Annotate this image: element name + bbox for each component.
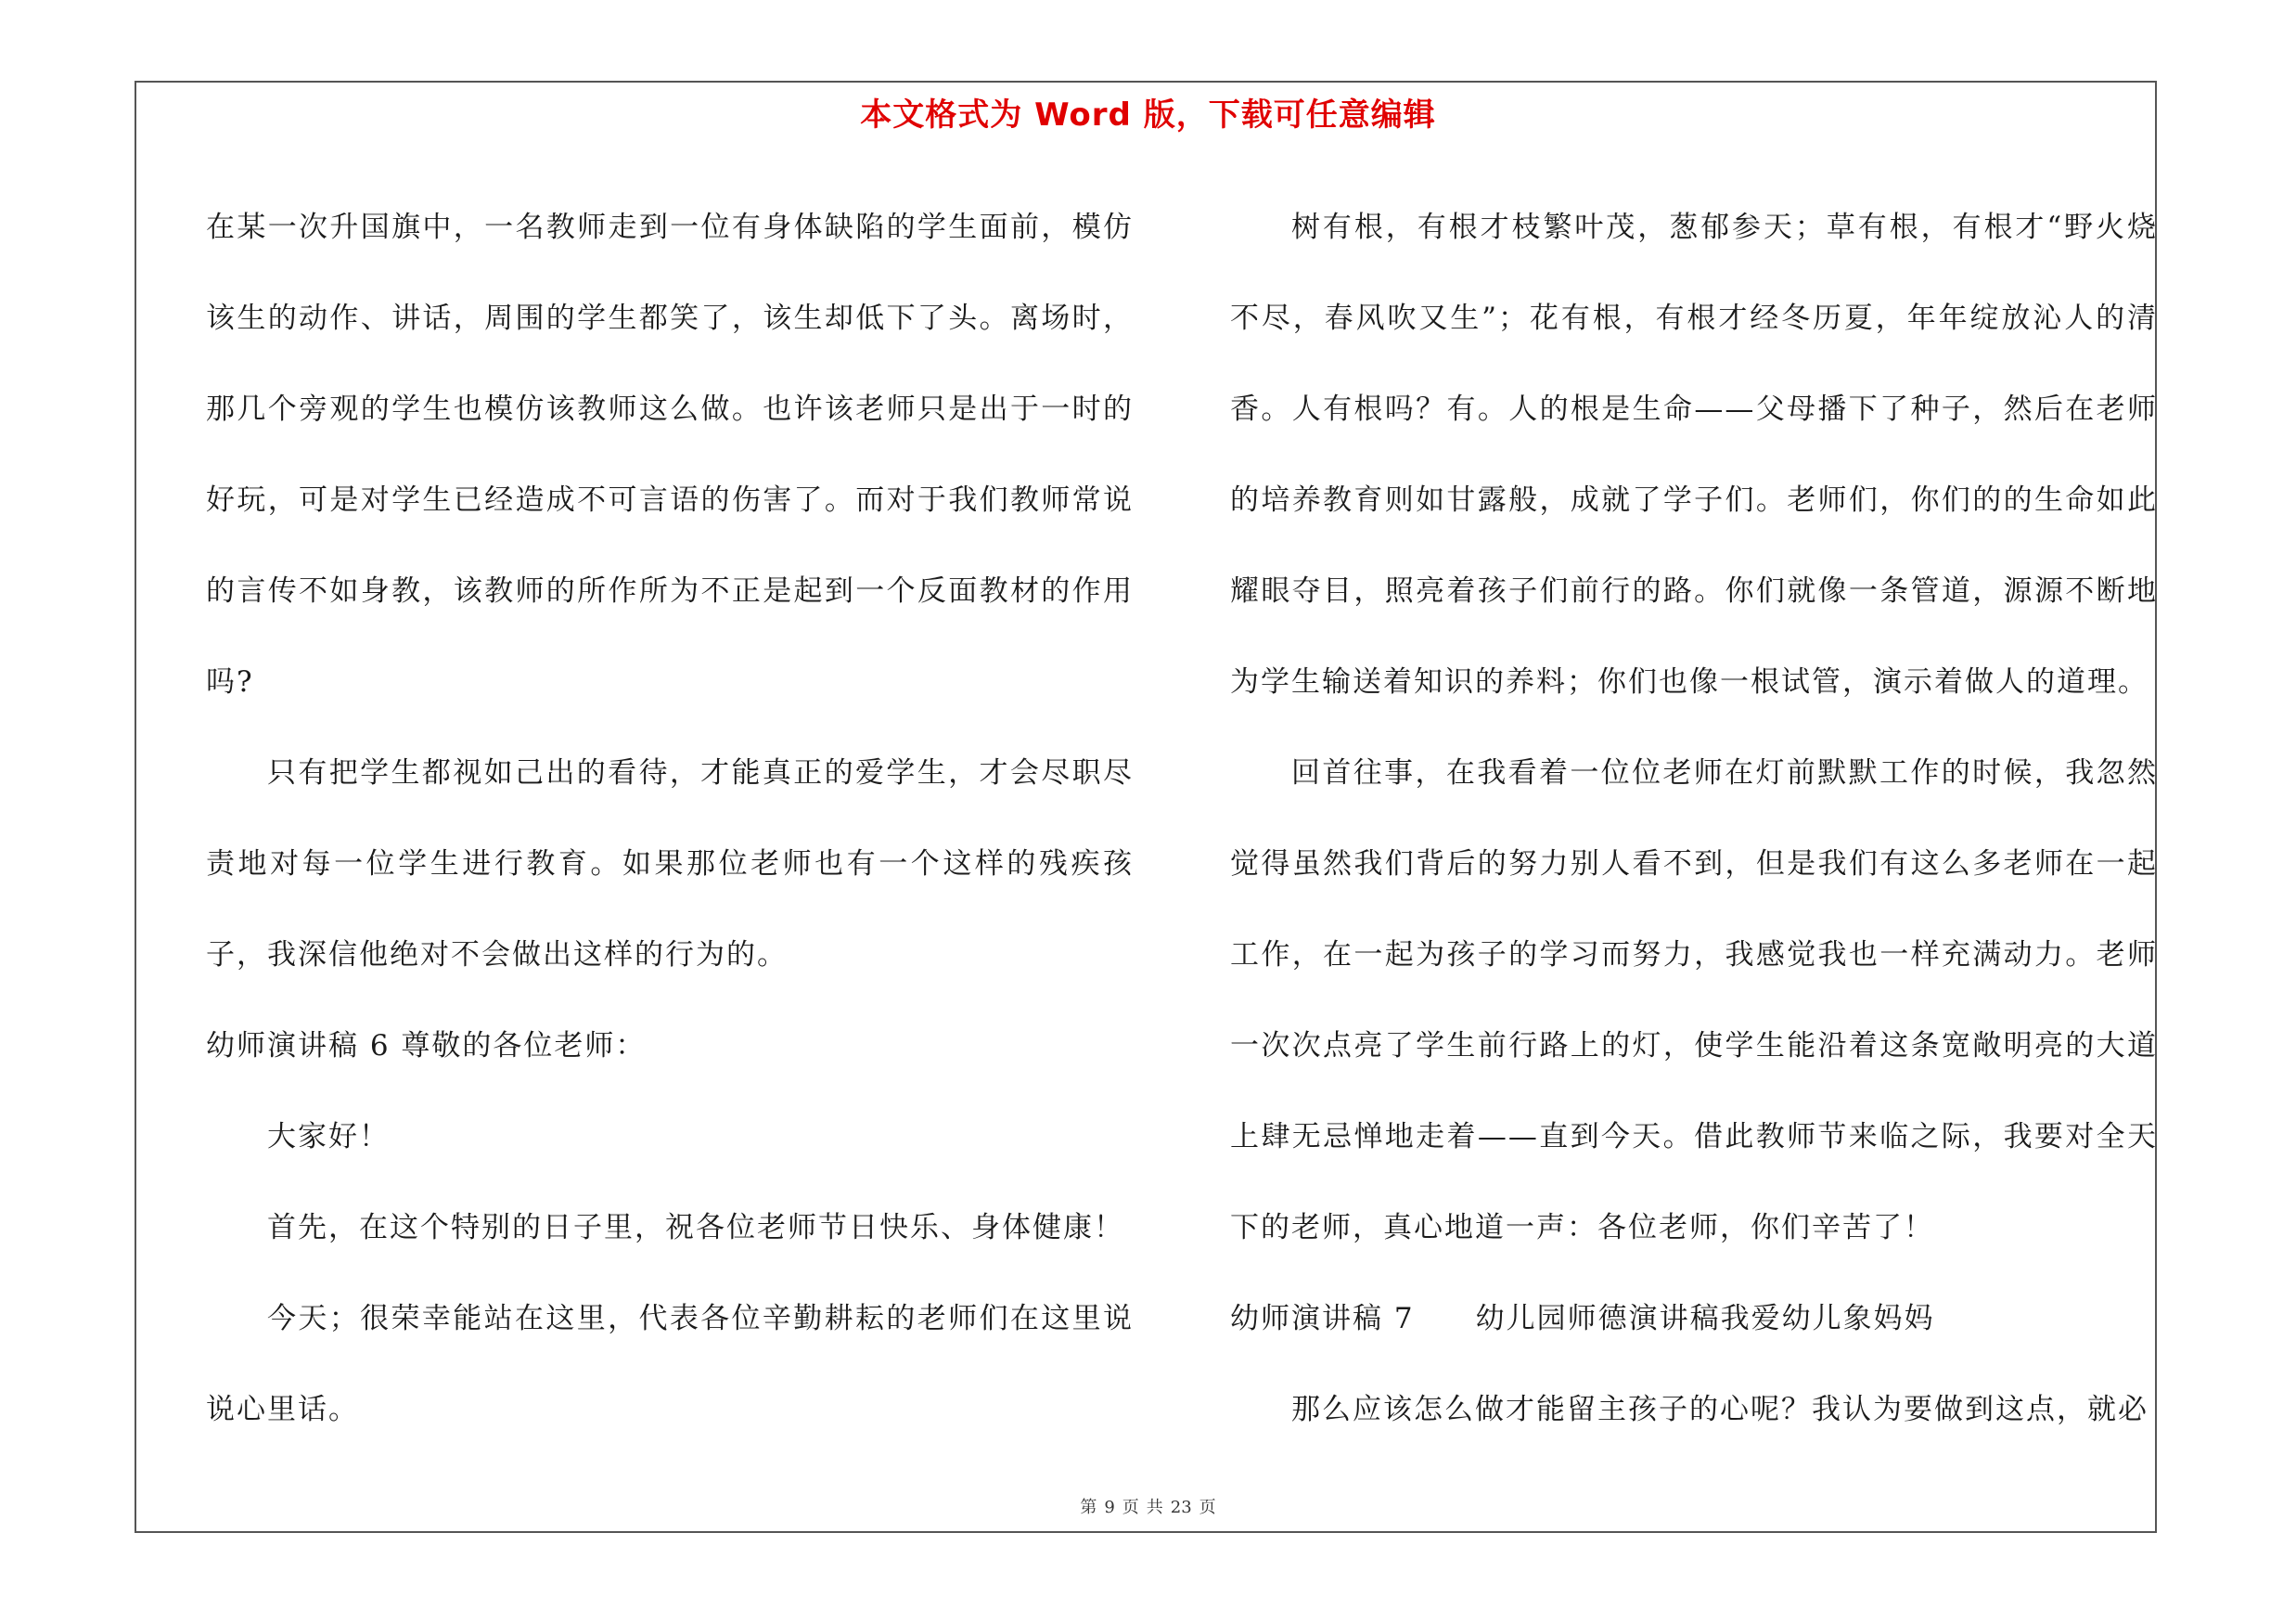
- left-column: [206, 182, 1134, 1455]
- page-current: 9: [1104, 1498, 1115, 1517]
- paragraph: 大家好！: [267, 1120, 390, 1153]
- paragraph: 回首往事，在我看着一位位老师在灯前默默工作的时候，我忽然觉得虽然我们背后的努力别人看不到，但是我们有这么多老师在一起工作，在一起为孩子的学习而努力，我感觉我也一样充满动力。老师一次次点亮了学生前行路上的灯，使学生能沿着这条宽敞明亮的大道上肆无忌惮地走着——直到今天。借此教师节来临之际，我要对全天下的老师，真心地道一声：各位老师，你们辛苦了！: [1230, 756, 2158, 1244]
- section-heading: 幼师演讲稿 6 尊敬的各位老师：: [206, 1029, 647, 1063]
- total-label: 共: [1146, 1498, 1163, 1517]
- section-heading: 幼师演讲稿 7 幼儿园师德演讲稿我爱幼儿象妈妈: [1230, 1302, 1935, 1335]
- paragraph: 那么应该怎么做才能留主孩子的心呢？我认为要做到这点，就必: [1291, 1393, 2148, 1426]
- paragraph: 在某一次升国旗中，一名教师走到一位有身体缺陷的学生面前，模仿该生的动作、讲话，周围的学生都笑了，该生却低下了头。离场时，那几个旁观的学生也模仿该教师这么做。也许该老师只是出于一时的好玩，可是对学生已经造成不可言语的伤害了。而对于我们教师常说的言传不如身教，该教师的所作所为不正是起到一个反面教材的作用吗?: [206, 211, 1134, 699]
- total-unit: 页: [1199, 1498, 1216, 1517]
- paragraph: 树有根，有根才枝繁叶茂，葱郁参天；草有根，有根才“野火烧不尽，春风吹又生”；花有根，有根才经冬历夏，年年绽放沁人的清香。人有根吗？有。人的根是生命——父母播下了种子，然后在老师的培养教育则如甘露般，成就了学子们。老师们，你们的的生命如此耀眼夺目，照亮着孩子们前行的路。你们就像一条管道，源源不断地为学生输送着知识的养料；你们也像一根试管，演示着做人的道理。: [1230, 211, 2158, 699]
- page-label: 第: [1080, 1498, 1097, 1517]
- right-column: [1230, 182, 2158, 1455]
- format-notice-banner: 本文格式为 Word 版，下载可任意编辑: [860, 97, 1436, 134]
- page-number-footer: [0, 1494, 2296, 1518]
- paragraph: 只有把学生都视如己出的看待，才能真正的爱学生，才会尽职尽责地对每一位学生进行教育。如果那位老师也有一个这样的残疾孩子，我深信他绝对不会做出这样的行为的。: [206, 756, 1134, 972]
- paragraph: 今天；很荣幸能站在这里，代表各位辛勤耕耘的老师们在这里说说心里话。: [206, 1302, 1134, 1426]
- paragraph: 首先，在这个特别的日子里，祝各位老师节日快乐、身体健康！: [267, 1211, 1124, 1244]
- page-total: 23: [1170, 1498, 1192, 1517]
- page-unit: 页: [1122, 1498, 1139, 1517]
